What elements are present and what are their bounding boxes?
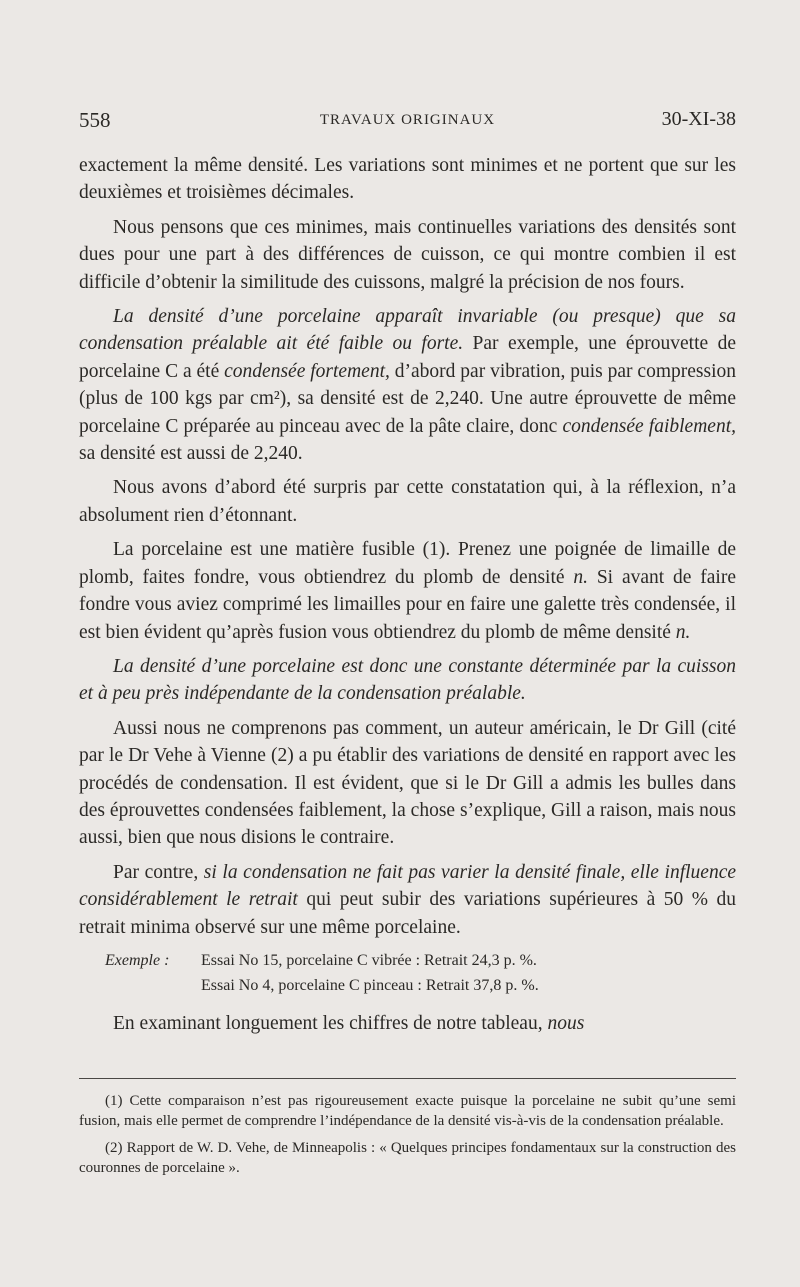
paragraph-6: La densité d’une porcelaine est donc une constante déterminée par la cuisson et à peu près indépendante de la condensation préalable. — [79, 655, 736, 705]
emphasis: condensée faiblement, — [562, 415, 736, 437]
paragraph-8: Par contre, si la condensation ne fait pas varier la densité finale, elle influence considérablement le retrait qui peut subir des variations supérieures à 50 % du retrait minima observé sur une même porcelaine. — [79, 861, 737, 938]
emphasis: La densité d’une porcelaine apparaît invariable (ou presque) que sa condensation préalable ait été faible ou forte. — [79, 306, 736, 355]
running-title: TRAVAUX ORIGINAUX — [319, 112, 496, 128]
example-line-2: Essai No 4, porcelaine C pinceau : Retrait 37,8 p. %. — [201, 976, 539, 994]
footnotes — [79, 1092, 736, 1186]
emphasis: condensée fortement, — [224, 360, 390, 382]
header-date: 30-XI-38 — [661, 108, 736, 130]
example-block — [105, 948, 736, 998]
footnote-divider — [79, 1078, 736, 1079]
paragraph-1: exactement la même densité. Les variations sont minimes et ne portent que sur les deuxièmes et troisièmes décimales. — [79, 155, 736, 204]
footnote-2: (2) Rapport de W. D. Vehe, de Minneapolis : « Quelques principes fondamentaux sur la construction des couronnes de porcelaine ». — [79, 1140, 736, 1176]
paragraph-3: La densité d’une porcelaine apparaît invariable (ou presque) que sa condensation préalable ait été faible ou forte. Par exemple, une éprouvette de porcelaine C a été condensée fortement, d’abord par vibration, puis par compression (plus de 100 kgs par cm²), sa densité est de 2,240. Une autre éprouvette de même porcelaine C préparée au pinceau avec de la pâte claire, donc condensée faiblement, sa densité est aussi de 2,240. — [79, 306, 736, 465]
example-label: Exemple : — [105, 951, 170, 969]
emphasis: si la condensation ne fait pas varier la densité finale, elle influence considérablement le retrait — [79, 861, 737, 911]
variable-n: n. — [573, 566, 588, 588]
body-text — [79, 152, 736, 1044]
emphasis: nous — [547, 1012, 585, 1034]
footnote-1: (1) Cette comparaison n’est pas rigoureusement exacte puisque la porcelaine ne subit qu’une semi fusion, mais elle permet de comprendre l’indépendance de la densité vis-à-vis de la condensation préalable. — [79, 1093, 736, 1129]
paragraph-2: Nous pensons que ces minimes, mais continuelles variations des densités sont dues pour une part à des différences de cuisson, ce qui montre combien il est difficile d’obtenir la similitude des cuissons, malgré la précision de nos fours. — [79, 216, 736, 293]
paragraph-4: Nous avons d’abord été surpris par cette constatation qui, à la réflexion, n’a absolument rien d’étonnant. — [79, 477, 736, 526]
running-header — [79, 108, 736, 136]
page-number: 558 — [79, 108, 111, 132]
paragraph-9: En examinant longuement les chiffres de notre tableau, nous — [113, 1012, 585, 1034]
paragraph-7: Aussi nous ne comprenons pas comment, un auteur américain, le Dr Gill (cité par le Dr Vehe à Vienne (2) a pu établir des variations de densité en rapport avec les procédés de condensation. Il est évident, que si le Dr Gill a admis les bulles dans des éprouvettes condensées faiblement, la chose s’explique, Gill a raison, mais nous aussi, bien que nous disions le contraire. — [79, 717, 736, 849]
example-line-1: Essai No 15, porcelaine C vibrée : Retrait 24,3 p. %. — [201, 951, 537, 969]
paragraph-5: La porcelaine est une matière fusible (1). Prenez une poignée de limaille de plomb, faites fondre, vous obtiendrez du plomb de densité n. Si avant de faire fondre vous aviez comprimé les limailles pour en faire une galette très condensée, il est bien évident qu’après fusion vous obtiendrez du plomb de même densité n. — [79, 539, 736, 643]
variable-n: n. — [675, 621, 691, 643]
